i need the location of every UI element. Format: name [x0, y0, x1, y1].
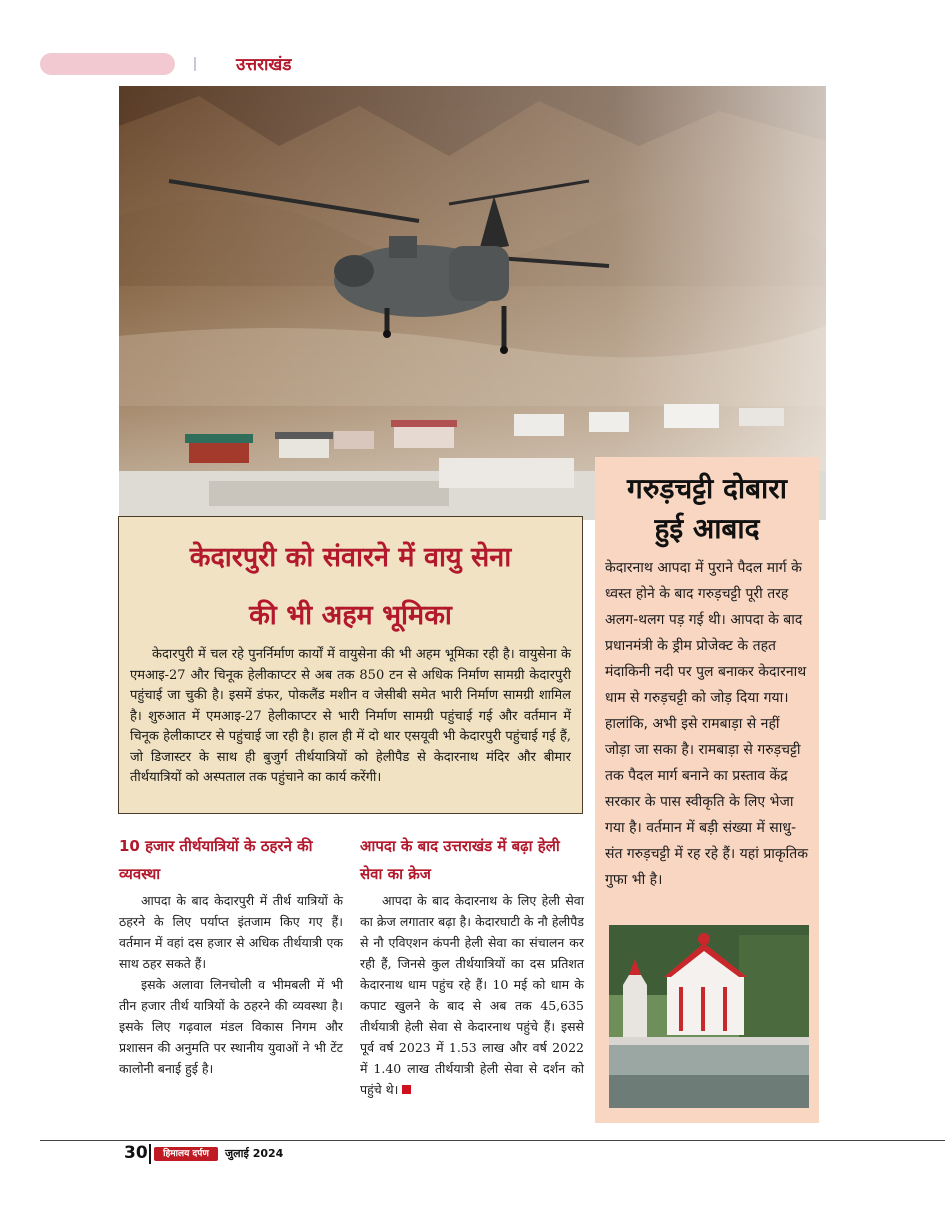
- header-separator: [194, 57, 196, 71]
- column-two-text: आपदा के बाद केदारनाथ के लिए हेली सेवा का क्रेज लगातार बढ़ा है। केदारघाटी के नौ हेलीपैड से नौ एविएशन कंपनी हेली सेवा का संचालन कर रही हैं, जिनसे कुल तीर्थयात्रियों का दस प्रतिशत केदारनाथ धाम पहुंच रहे हैं। 10 मई को धाम के कपाट खुलने के बाद से अब तक 45,635 तीर्थयात्री हेली सेवा से केदारनाथ पहुंचे हैं। इससे पूर्व वर्ष 2023 में 1.53 लाख और वर्ष 2022 में 1.40 लाख तीर्थयात्री हेली सेवा से दर्शन को पहुंचे थे।: [360, 893, 584, 1097]
- footer-line: [40, 1140, 945, 1141]
- sidebar-title: [605, 469, 809, 549]
- column-one-heading: 10 हजार तीर्थयात्रियों के ठहरने की व्यवस्था: [119, 837, 313, 883]
- article-end-mark: [402, 1085, 411, 1094]
- sidebar-title-line1: गरुड़चट्टी दोबारा: [626, 472, 788, 505]
- page-number-divider: [149, 1144, 151, 1164]
- column-two-paragraph: [360, 890, 584, 1100]
- main-photo: [119, 86, 826, 520]
- page-number: 30: [124, 1143, 148, 1163]
- main-story-title-line1: केदारपुरी को संवारने में वायु सेना: [189, 542, 512, 573]
- sidebar-body: केदारनाथ आपदा में पुराने पैदल मार्ग के ध्वस्त होने के बाद गरुड़चट्टी पूरी तरह अलग-थलग पड़ गई थी। आपदा के बाद प्रधानमंत्री के ड्रीम प्रोजेक्ट के तहत मंदाकिनी नदी पर पुल बनाकर केदारनाथ धाम से गरुड़चट्टी को जोड़ दिया गया। हालांकि, अभी इसे रामबाड़ा से नहीं जोड़ा जा सका है। रामबाड़ा से गरुड़चट्टी तक पैदल मार्ग बनाने का प्रस्ताव केंद्र सरकार के पास स्वीकृति के लिए भेजा गया है। वर्तमान में बड़ी संख्या में साधु-संत गरुड़चट्टी में रह रहे हैं। यहां प्राकृतिक गुफा भी है।: [605, 560, 809, 888]
- sidebar-photo: [609, 925, 809, 1108]
- magazine-logo: हिमालय दर्पण: [154, 1147, 218, 1161]
- issue-date: जुलाई 2024: [225, 1147, 284, 1160]
- column-one-paragraph-1: आपदा के बाद केदारपुरी में तीर्थ यात्रियों के ठहरने के लिए पर्याप्त इंतजाम किए गए हैं। वर्तमान में वहां दस हजार से अधिक तीर्थयात्री एक साथ ठहर सकते हैं।: [119, 893, 343, 971]
- main-story-title: [130, 529, 571, 645]
- column-two-heading: आपदा के बाद उत्तराखंड में बढ़ा हेली सेवा का क्रेज: [360, 837, 560, 883]
- main-story-title-line2: की भी अहम भूमिका: [249, 600, 452, 631]
- column-one: [119, 832, 343, 1079]
- sidebar-title-line2: हुई आबाद: [654, 512, 760, 545]
- main-story-box: [118, 516, 583, 814]
- sidebar-box: [595, 457, 819, 1123]
- main-story-body: केदारपुरी में चल रहे पुनर्निर्माण कार्यों में वायुसेना की भी अहम भूमिका रही है। वायुसेना के एमआइ-27 और चिनूक हेलीकाप्टर से अब तक 850 टन से अधिक निर्माण सामग्री केदारपुरी पहुंचाई जा चुकी है। इसमें डंफर, पोकलैंड मशीन व जेसीबी समेत भारी निर्माण सामग्री शामिल है। शुरुआत में एमआइ-27 हेलीकाप्टर से भारी निर्माण सामग्री पहुंचाई गई और वर्तमान में चिनूक हेलीकाप्टर से पहुंचाई जा रही है। हाल ही में दो थार एसयूवी भी केदारपुरी पहुंचाई गई हैं, जो डिजास्टर के साथ ही बुजुर्ग तीर्थयात्रियों को हेलीपैड से केदारनाथ मंदिर और बीमार तीर्थयात्रियों को अस्पताल तक पहुंचाने का कार्य करेंगी।: [130, 647, 571, 785]
- section-label: उत्तराखंड: [236, 55, 292, 75]
- header-pill: [40, 53, 175, 75]
- column-one-paragraph-2: इसके अलावा लिनचोली व भीमबली में भी तीन हजार तीर्थ यात्रियों के ठहरने की व्यवस्था है। इसके लिए गढ़वाल मंडल विकास निगम और प्रशासन की अनुमति पर स्थानीय युवाओं ने भी टेंट कालोनी बनाई हुई है।: [119, 977, 343, 1076]
- column-two: [360, 832, 584, 1100]
